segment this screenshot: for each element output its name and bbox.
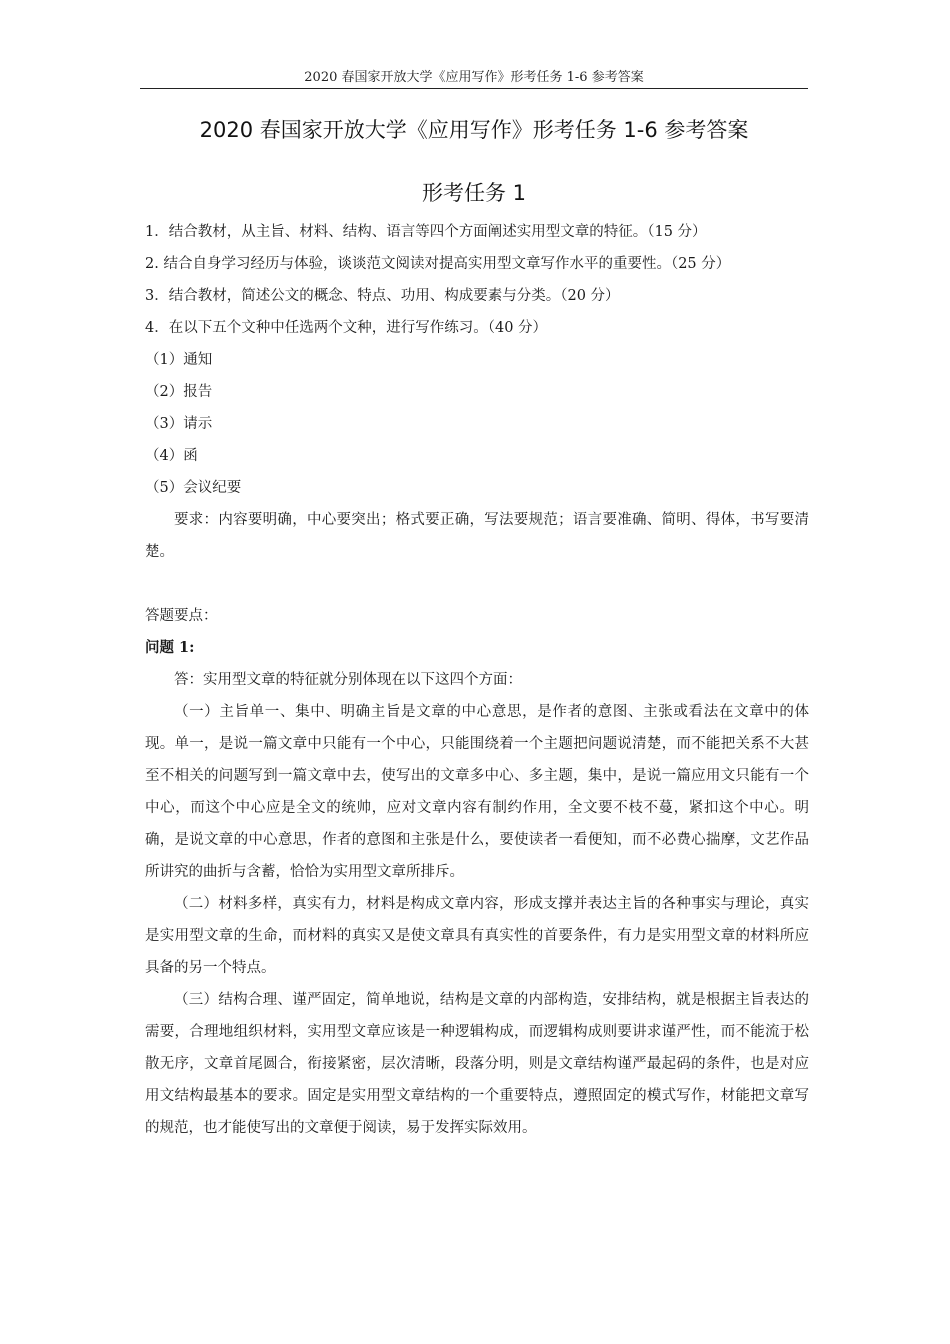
- header-divider: [140, 88, 808, 89]
- section-title: 形考任务 1: [421, 181, 527, 205]
- answer-intro: 答：实用型文章的特征就分别体现在以下这四个方面：: [174, 672, 522, 688]
- option-item: （3）请示: [145, 416, 213, 432]
- question-3: 3．结合教材，简述公文的概念、特点、功用、构成要素与分类。（20 分）: [145, 288, 620, 304]
- answer-paragraph-3: （三）结构合理、谨严固定，简单地说，结构是文章的内部构造，安排结构，就是根据主旨表达的需要，合理地组织材料，实用型文章应该是一种逻辑构成，而逻辑构成则要讲求谨严性，而不能流于松散无序，文章首尾圆合，衔接紧密，层次清晰，段落分明，则是文章结构谨严最起码的条件，也是对应用文结构最基本的要求。固定是实用型文章结构的一个重要特点，遵照固定的模式写作，材能把文章写的规范，也才能使写出的文章便于阅读，易于发挥实际效用。: [145, 992, 809, 1136]
- spacer: [145, 568, 809, 600]
- answer-paragraph-2: （二）材料多样，真实有力，材料是构成文章内容，形成支撑并表达主旨的各种事实与理论，真实是实用型文章的生命，而材料的真实又是使文章具有真实性的首要条件，有力是实用型文章的材料所应具备的另一个特点。: [145, 896, 809, 976]
- question-label: 问题 1:: [145, 639, 195, 656]
- option-item: （5）会议纪要: [145, 480, 242, 496]
- answer-label: 答题要点：: [145, 608, 218, 624]
- question-4: 4．在以下五个文种中任选两个文种，进行写作练习。（40 分）: [145, 320, 548, 336]
- option-item: （2）报告: [145, 384, 213, 400]
- answer-paragraph-1: （一）主旨单一、集中、明确主旨是文章的中心意思，是作者的意图、主张或看法在文章中的体现。单一，是说一篇文章中只能有一个中心，只能围绕着一个主题把问题说清楚，而不能把关系不大甚至不相关的问题写到一篇文章中去，使写出的文章多中心、多主题，集中，是说一篇应用文只能有一个中心，而这个中心应是全文的统帅，应对文章内容有制约作用，全文要不枝不蔓，紧扣这个中心。明确，是说文章的中心意思，作者的意图和主张是什么，要使读者一看便知，而不必费心揣摩，文艺作品所讲究的曲折与含蓄，恰恰为实用型文章所排斥。: [145, 704, 809, 880]
- document-body: [145, 216, 809, 1144]
- option-item: （1）通知: [145, 352, 213, 368]
- running-header: 2020 春国家开放大学《应用写作》形考任务 1-6 参考答案: [304, 70, 644, 85]
- requirement-text: 要求：内容要明确，中心要突出；格式要正确，写法要规范；语言要准确、简明、得体，书写要清楚。: [145, 512, 809, 560]
- option-item: （4）函: [145, 448, 198, 464]
- question-2: 2. 结合自身学习经历与体验，谈谈范文阅读对提高实用型文章写作水平的重要性。（25 分）: [145, 256, 731, 272]
- document-title: 2020 春国家开放大学《应用写作》形考任务 1-6 参考答案: [199, 118, 749, 142]
- question-1: 1．结合教材，从主旨、材料、结构、语言等四个方面阐述实用型文章的特征。（15 分）: [145, 224, 707, 240]
